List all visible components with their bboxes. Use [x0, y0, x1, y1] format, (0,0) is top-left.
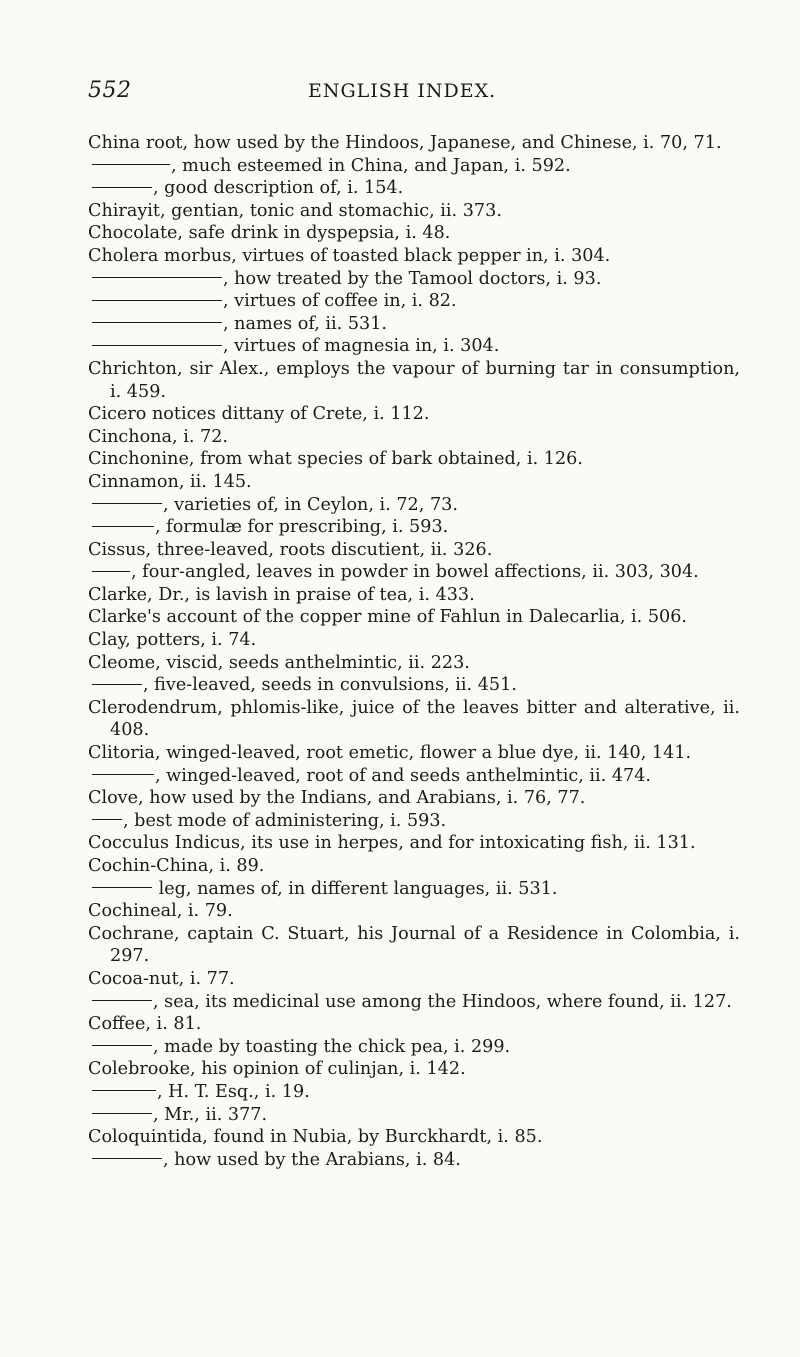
- index-entry-text: Cinnamon, ii. 145.: [88, 471, 252, 492]
- repeat-dash: [92, 300, 222, 301]
- repeat-dash: [92, 819, 122, 820]
- index-entry-text: Cocoa-nut, i. 77.: [88, 968, 235, 989]
- index-entry-text: , names of, ii. 531.: [223, 313, 387, 334]
- index-entry: [88, 991, 740, 1014]
- index-entry: [88, 765, 740, 788]
- index-entry: [88, 335, 740, 358]
- index-entry: [88, 471, 740, 494]
- index-entry: [88, 855, 740, 878]
- index-entry-text: Chirayit, gentian, tonic and stomachic, ii. 373.: [88, 200, 502, 221]
- index-entry: [88, 674, 740, 697]
- index-entry: [88, 448, 740, 471]
- index-entry-text: Clitoria, winged-leaved, root emetic, flower a blue dye, ii. 140, 141.: [88, 743, 692, 764]
- index-entry-text: Cissus, three-leaved, roots discutient, ii. 326.: [88, 539, 493, 560]
- index-entry: [88, 1149, 740, 1172]
- index-entry-text: , virtues of coffee in, i. 82.: [223, 291, 457, 312]
- index-entry: [88, 652, 740, 675]
- index-entry: [88, 1013, 740, 1036]
- index-entry: [88, 494, 740, 517]
- index-entry-text: , H. T. Esq., i. 19.: [157, 1081, 310, 1102]
- index-entry-text: , formulæ for prescribing, i. 593.: [155, 517, 449, 538]
- index-entry-text: , made by toasting the chick pea, i. 299.: [153, 1036, 511, 1057]
- index-entry-text: , four-angled, leaves in powder in bowel affections, ii. 303, 304.: [131, 562, 699, 583]
- repeat-dash: [92, 887, 152, 888]
- page-header: [88, 78, 728, 118]
- index-entry: [88, 200, 740, 223]
- index-entry-text: Clarke's account of the copper mine of Fahlun in Dalecarlia, i. 506.: [88, 607, 688, 628]
- index-entry-text: , five-leaved, seeds in convulsions, ii. 451.: [143, 675, 517, 696]
- index-entry-text: Clerodendrum, phlomis-like, juice of the leaves bitter and alterative, ii. 408.: [88, 697, 740, 741]
- running-head: ENGLISH INDEX.: [308, 80, 497, 102]
- index-entry-text: , virtues of magnesia in, i. 304.: [223, 336, 500, 357]
- index-entry-text: , much esteemed in China, and Japan, i. 592.: [171, 155, 571, 176]
- repeat-dash: [92, 684, 142, 685]
- index-entry: [88, 900, 740, 923]
- index-entry-text: , sea, its medicinal use among the Hindoos, where found, ii. 127.: [153, 991, 732, 1012]
- page-number: 552: [88, 78, 132, 103]
- index-entry: [88, 561, 740, 584]
- index-entry: [88, 923, 740, 968]
- index-entry-text: leg, names of, in different languages, ii. 531.: [153, 878, 558, 899]
- index-entry-text: , best mode of administering, i. 593.: [123, 810, 447, 831]
- index-entry-text: Cinchonine, from what species of bark obtained, i. 126.: [88, 449, 583, 470]
- index-entry-text: Cinchona, i. 72.: [88, 426, 228, 447]
- index-entry: [88, 268, 740, 291]
- index-entry-text: Cocculus Indicus, its use in herpes, and for intoxicating fish, ii. 131.: [88, 833, 696, 854]
- repeat-dash: [92, 1090, 156, 1091]
- index-entry: [88, 313, 740, 336]
- index-entry-text: Cochineal, i. 79.: [88, 901, 233, 922]
- index-entry: [88, 132, 740, 155]
- index-entry: [88, 832, 740, 855]
- index-entry-text: Cicero notices dittany of Crete, i. 112.: [88, 404, 430, 425]
- repeat-dash: [92, 164, 170, 165]
- index-entry: [88, 1081, 740, 1104]
- index-entry-text: China root, how used by the Hindoos, Japanese, and Chinese, i. 70, 71.: [88, 133, 722, 153]
- index-entry: [88, 177, 740, 200]
- repeat-dash: [92, 1158, 162, 1159]
- index-entry-text: , good description of, i. 154.: [153, 178, 404, 199]
- index-entry: [88, 606, 740, 629]
- index-entry-text: Clay, potters, i. 74.: [88, 630, 257, 651]
- index-entry: [88, 584, 740, 607]
- repeat-dash: [92, 774, 154, 775]
- index-entry: [88, 787, 740, 810]
- index-entry-text: , varieties of, in Ceylon, i. 72, 73.: [163, 494, 458, 515]
- repeat-dash: [92, 526, 154, 527]
- index-entry: [88, 810, 740, 833]
- index-entry: [88, 1058, 740, 1081]
- index-entry-text: , how treated by the Tamool doctors, i. 93.: [223, 268, 602, 289]
- index-entry-text: Coffee, i. 81.: [88, 1014, 202, 1035]
- index-entry: [88, 1036, 740, 1059]
- index-entry-text: , Mr., ii. 377.: [153, 1104, 268, 1125]
- index-entry: [88, 1104, 740, 1127]
- index-entry: [88, 403, 740, 426]
- index-entry: [88, 878, 740, 901]
- index-entry-text: Clove, how used by the Indians, and Arabians, i. 76, 77.: [88, 788, 586, 809]
- index-entry-text: Clarke, Dr., is lavish in praise of tea, i. 433.: [88, 584, 475, 605]
- repeat-dash: [92, 345, 222, 346]
- repeat-dash: [92, 1113, 152, 1114]
- repeat-dash: [92, 322, 222, 323]
- index-entry: [88, 245, 740, 268]
- repeat-dash: [92, 187, 152, 188]
- repeat-dash: [92, 503, 162, 504]
- index-entry: [88, 968, 740, 991]
- index-entry: [88, 222, 740, 245]
- index-column: [88, 132, 740, 1171]
- repeat-dash: [92, 277, 222, 278]
- index-entry-text: , winged-leaved, root of and seeds anthelmintic, ii. 474.: [155, 765, 652, 786]
- index-entry-text: , how used by the Arabians, i. 84.: [163, 1149, 461, 1170]
- index-entry-text: Cholera morbus, virtues of toasted black pepper in, i. 304.: [88, 245, 611, 266]
- index-entry: [88, 629, 740, 652]
- index-entry: [88, 155, 740, 178]
- index-entry: [88, 426, 740, 449]
- index-entry-text: Chocolate, safe drink in dyspepsia, i. 48.: [88, 223, 451, 244]
- repeat-dash: [92, 571, 130, 572]
- index-entry-text: Colebrooke, his opinion of culinjan, i. 142.: [88, 1059, 466, 1080]
- index-entry: [88, 697, 740, 742]
- index-entry-text: Cochrane, captain C. Stuart, his Journal of a Residence in Colombia, i. 297.: [88, 923, 740, 967]
- index-entry: [88, 1126, 740, 1149]
- index-entry-text: Cleome, viscid, seeds anthelmintic, ii. 223.: [88, 652, 470, 673]
- index-entry-text: Coloquintida, found in Nubia, by Burckhardt, i. 85.: [88, 1127, 543, 1148]
- repeat-dash: [92, 1000, 152, 1001]
- index-entry-text: Cochin-China, i. 89.: [88, 856, 265, 876]
- index-entry: [88, 742, 740, 765]
- index-entry: [88, 516, 740, 539]
- index-entry: [88, 358, 740, 403]
- repeat-dash: [92, 1045, 152, 1046]
- index-entry-text: Chrichton, sir Alex., employs the vapour of burning tar in consumption, i. 459.: [88, 358, 740, 402]
- index-entry: [88, 290, 740, 313]
- index-entry: [88, 539, 740, 562]
